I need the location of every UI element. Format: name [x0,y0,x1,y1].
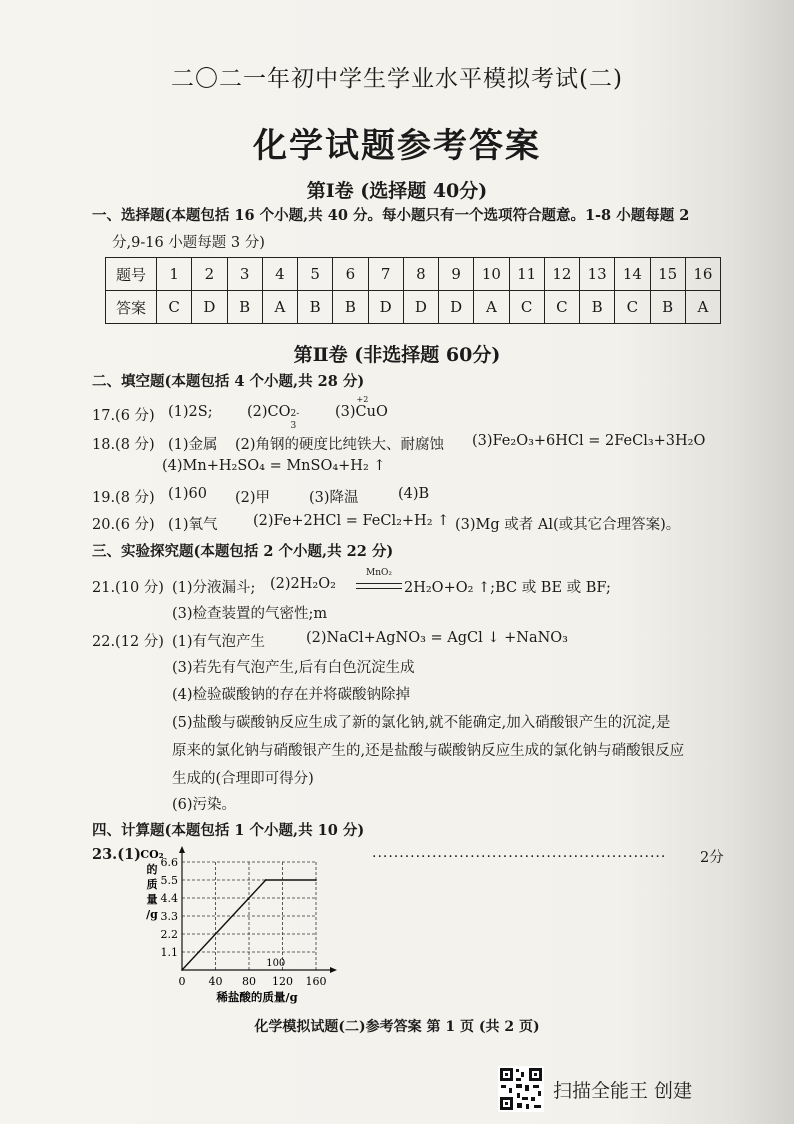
chart-y-axis-arrow [179,846,185,853]
question-number-cell: 13 [580,258,615,291]
chart-y-tick-label: 1.1 [160,946,178,959]
experiment-section-title: 三、实验探究题(本题包括 2 个小题,共 22 分) [92,543,394,560]
q17-answer-2-text: (2)CO [247,404,291,420]
answer-table [105,257,721,324]
q20-answer-3: (3)Mg 或者 Al(或其它合理答案)。 [455,517,681,533]
table-row-label: 答案 [106,291,157,324]
chart-x-axis-label: 稀盐酸的质量/g [216,990,298,1004]
chart-y-axis-label: 质 [146,878,158,891]
chart-grid [182,862,316,970]
question-number-cell: 12 [544,258,579,291]
watermark-text: 扫描全能王 创建 [553,1080,693,1102]
q18-answer-2: (2)角钢的硬度比纯铁大、耐腐蚀 [235,437,445,453]
chart-tick-labels [161,856,327,988]
chart-x-tick-label: 160 [305,975,327,988]
q19-answer-3: (3)降温 [309,490,359,506]
answer-cell: C [615,291,650,324]
q21-answer-2-reactant: (2)2H₂O₂ [270,576,336,592]
chart-data-point [181,969,183,971]
q22-answer-2: (2)NaCl+AgNO₃ = AgCl ↓ +NaNO₃ [306,630,568,646]
co2-mass-chart [110,840,340,1005]
question-number-cell: 1 [157,258,192,291]
chart-axes [179,846,337,973]
chart-data-point [315,879,317,881]
q22-answer-5-line2: 原来的氯化钠与硝酸银产生的,还是盐酸与碳酸钠反应生成的氯化钠与硝酸银反应 [172,743,685,759]
q21-answer-1: (1)分液漏斗; [172,580,256,596]
question-number-cell: 4 [262,258,297,291]
q21-reaction-equals-sign [356,583,402,589]
q17-answer-3 [335,395,388,420]
q22-answer-5-line3: 生成的(合理即可得分) [172,771,314,787]
chart-y-axis-label: /g [146,908,158,921]
q22-answer-6: (6)污染。 [172,797,237,813]
q17-answer-2 [247,404,305,431]
q19-answer-4: (4)B [398,486,430,502]
chart-x-tick-label: 40 [208,975,223,988]
answer-cell: C [157,291,192,324]
calc-section-title: 四、计算题(本题包括 1 个小题,共 10 分) [92,822,365,839]
q18-number: 18.(8 分) [92,437,155,453]
chart-y-tick-label: 5.5 [160,874,178,887]
chart-y-axis-label: 的 [146,863,158,876]
q19-number: 19.(8 分) [92,490,155,506]
chart-y-tick-label: 6.6 [160,856,178,869]
exam-title: 二〇二一年初中学生学业水平模拟考试(二) [171,66,623,92]
q21-catalyst: MnO₂ [366,568,392,578]
q17-answer-1: (1)2S; [168,404,213,420]
question-number-cell: 15 [650,258,685,291]
q23-number: 23.(1) [92,846,142,863]
table-row-numbers [106,258,721,291]
chart-y-axis-label: CO₂ [140,848,164,861]
chart-y-tick-label: 3.3 [160,910,178,923]
answer-cell: D [192,291,227,324]
answer-cell: B [580,291,615,324]
answer-cell: D [368,291,403,324]
chart-x-tick-label: 0 [178,975,186,988]
question-number-cell: 5 [298,258,333,291]
question-number-cell: 14 [615,258,650,291]
q19-answer-1: (1)60 [168,486,207,502]
chart-x-axis-arrow [330,967,337,973]
q17-answer-3-charge: +2 [356,395,369,404]
question-number-cell: 3 [227,258,262,291]
chart-y-axis-label: 量 [146,893,158,906]
question-number-cell: 2 [192,258,227,291]
q22-number: 22.(12 分) [92,634,164,650]
q22-answer-1: (1)有气泡产生 [172,634,266,650]
q23-leader-dots: ...................................................... [372,845,667,861]
q21-number: 21.(10 分) [92,580,164,596]
chart-x-tick-label: 80 [242,975,256,988]
answer-cell: A [474,291,509,324]
part2-title: 第Ⅱ卷 (非选择题 60分) [293,344,501,366]
q17-answer-3-label: (3) [335,404,356,420]
q20-answer-2: (2)Fe+2HCl = FeCl₂+H₂ ↑ [253,513,450,529]
answer-cell: B [298,291,333,324]
answer-cell: B [650,291,685,324]
qr-code-icon [498,1066,544,1112]
answer-cell: A [685,291,720,324]
question-number-cell: 6 [333,258,368,291]
q21-answer-2-products: 2H₂O+O₂ ↑;BC 或 BE 或 BF; [404,580,611,596]
question-number-cell: 16 [685,258,720,291]
choice-section-title-cont: 分,9-16 小题每题 3 分) [112,235,265,251]
question-number-cell: 11 [509,258,544,291]
answer-cell: B [227,291,262,324]
question-number-cell: 7 [368,258,403,291]
q17-number: 17.(6 分) [92,408,155,424]
part1-title: 第Ⅰ卷 (选择题 40分) [306,180,488,202]
q22-answer-4: (4)检验碳酸钠的存在并将碳酸钠除掉 [172,687,411,703]
chart-x-tick-label: 120 [272,975,293,988]
q18-answer-4: (4)Mn+H₂SO₄ = MnSO₄+H₂ ↑ [162,458,386,474]
question-number-cell: 9 [439,258,474,291]
choice-section-title: 一、选择题(本题包括 16 个小题,共 40 分。每小题只有一个选项符合题意。1-8 小题每题 2 [92,207,690,224]
q23-score: 2分 [700,850,724,866]
q22-answer-3: (3)若先有气泡产生,后有白色沉淀生成 [172,660,415,676]
chart-y-tick-label: 4.4 [160,892,178,905]
chart-data-point [265,879,267,881]
question-number-cell: 10 [474,258,509,291]
chart-annotation: 100 [266,958,286,969]
q17-answer-3-formula: CuO [355,404,388,420]
chart-y-tick-label: 2.2 [160,928,178,941]
answer-cell: D [403,291,438,324]
page-footer: 化学模拟试题(二)参考答案 第 1 页 (共 2 页) [254,1019,540,1035]
q19-answer-2: (2)甲 [235,490,271,506]
q22-answer-5-line1: (5)盐酸与碳酸钠反应生成了新的氯化钠,就不能确定,加入硝酸银产生的沉淀,是 [172,715,671,731]
q21-answer-3: (3)检查装置的气密性;m [172,606,328,622]
q17-answer-2-subscript: 3 [290,421,297,431]
fill-section-title: 二、填空题(本题包括 4 个小题,共 28 分) [92,373,365,390]
answer-cell: C [544,291,579,324]
document-title: 化学试题参考答案 [253,126,541,166]
answer-cell: D [439,291,474,324]
answer-cell: C [509,291,544,324]
table-row-label: 题号 [106,258,157,291]
q18-answer-3: (3)Fe₂O₃+6HCl = 2FeCl₃+3H₂O [472,433,706,449]
table-row-answers [106,291,721,324]
q17-answer-2-charge: 2- [290,409,300,419]
question-number-cell: 8 [403,258,438,291]
q20-number: 20.(6 分) [92,517,155,533]
answer-cell: A [262,291,297,324]
q20-answer-1: (1)氧气 [168,517,218,533]
answer-cell: B [333,291,368,324]
q18-answer-1: (1)金属 [168,437,218,453]
